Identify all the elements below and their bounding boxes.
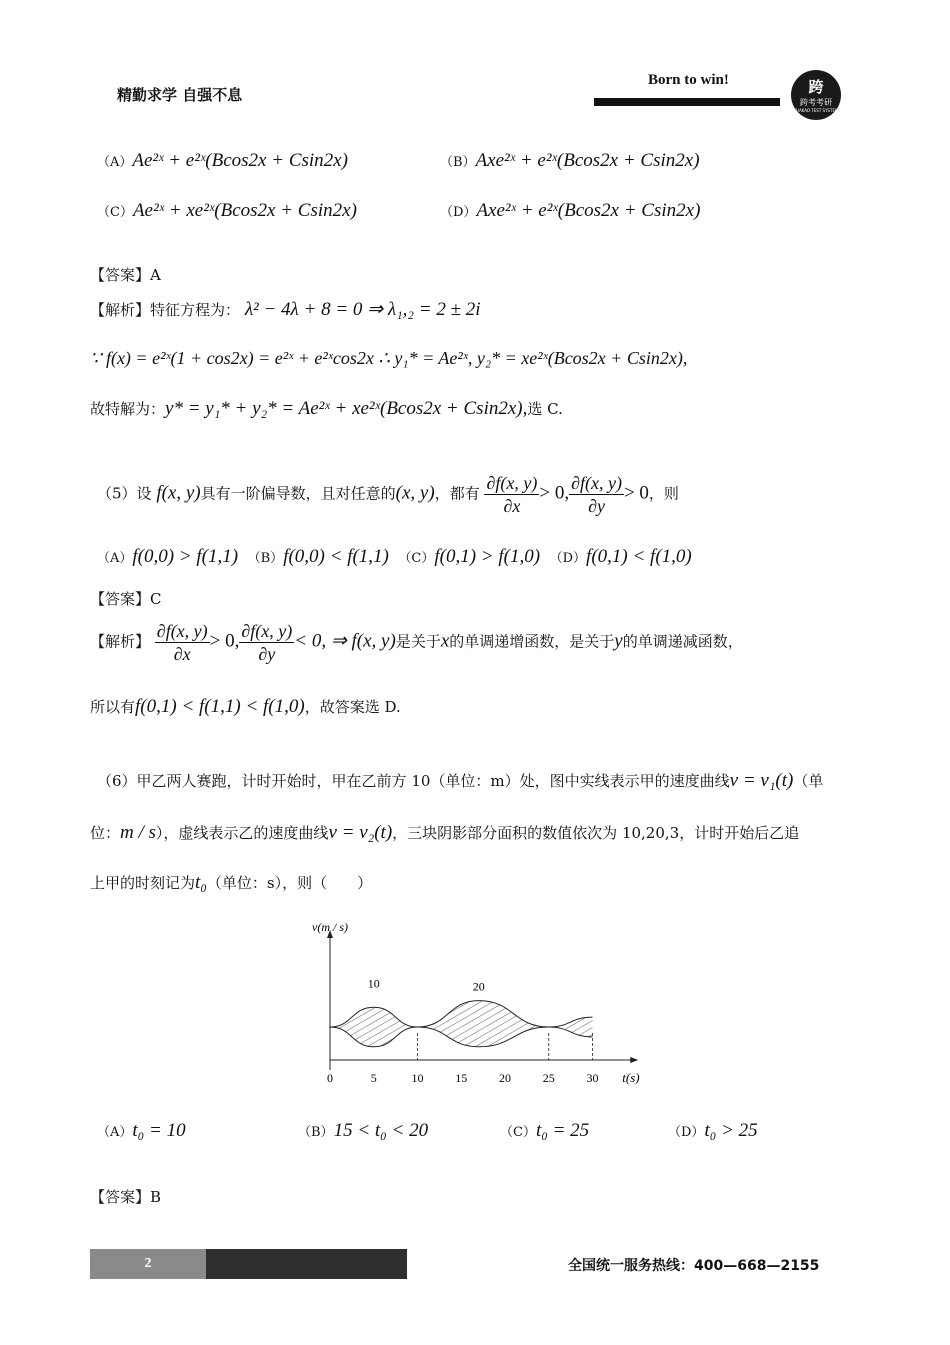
q6-option-d: （D）t₀ > 25: [668, 1120, 758, 1141]
velocity-chart: [300, 912, 650, 1092]
header-motto: 精勤求学 自强不息: [117, 86, 243, 104]
q5-options: （A）f(0,0) > f(1,1) （B）f(0,0) < f(1,1) （C）f(0,1) > f(1,0) （D）f(0,1) < f(1,0): [97, 546, 692, 567]
q5-analysis: 【解析】 $\frac{\partial f(x, y)}{\partial x}$ > 0, $\frac{\partial f(x, y)}{\partial y}$ < 0, ⇒ f(x, y)是关于x的单调递增函数，是关于y的单调递减函数，: [90, 621, 743, 664]
q6-answer: 【答案】B: [90, 1188, 162, 1206]
q4-option-b: （B）Axe²ˣ + e²ˣ(Bcos2x + Csin2x): [440, 150, 700, 171]
q5-answer: 【答案】C: [90, 590, 162, 608]
x-tick-label: 30: [586, 1071, 599, 1085]
q4-answer: 【答案】A: [90, 266, 161, 284]
page-number: 2: [90, 1249, 206, 1279]
x-tick-label: 20: [499, 1071, 511, 1085]
q6-option-b: （B）15 < t₀ < 20: [298, 1120, 429, 1141]
q4-particular-solution: 故特解为：y* = y₁* + y₂* = Ae²ˣ + xe²ˣ(Bcos2x + Csin2x),选 C.: [90, 398, 563, 419]
logo-text: 跨考考研: [800, 98, 832, 107]
x-tick-label: 5: [370, 1071, 377, 1085]
x-tick-label: 25: [542, 1071, 555, 1085]
q6-stem-line3: 上甲的时刻记为t₀（单位：s），则（ ）: [90, 872, 373, 893]
x-tick-label: 0: [327, 1071, 333, 1085]
x-tick-label: 15: [455, 1071, 468, 1085]
logo-glyph: 跨: [808, 78, 824, 96]
footer-bar: [206, 1249, 407, 1279]
x-tick-label: 10: [411, 1071, 424, 1085]
q4-analysis-line2: ∵ f(x) = e²ˣ(1 + cos2x) = e²ˣ + e²ˣcos2x ∴ y₁* = Ae²ˣ, y₂* = xe²ˣ(Bcos2x + Csin2x),: [90, 348, 688, 368]
q4-option-d: （D）Axe²ˣ + e²ˣ(Bcos2x + Csin2x): [440, 200, 701, 221]
area-label: 10: [367, 976, 380, 991]
x-axis-arrow: [630, 1057, 638, 1063]
q6-stem-line1: （6）甲乙两人赛跑，计时开始时，甲在乙前方 10（单位：m）处，图中实线表示甲的速度曲线v = v₁(t)（单: [97, 770, 824, 791]
y-axis-label: v(m / s): [312, 920, 348, 934]
x-axis-label: t(s): [622, 1070, 640, 1085]
q4-option-c: （C）Ae²ˣ + xe²ˣ(Bcos2x + Csin2x): [97, 200, 357, 221]
brand-logo: [791, 70, 841, 120]
logo-subtext: KUAKAO TEST SYSTEM: [793, 108, 839, 113]
q4-analysis: 【解析】特征方程为： λ² − 4λ + 8 = 0 ⇒ λ₁,₂ = 2 ± 2i: [90, 299, 481, 320]
area-label: 20: [472, 979, 485, 994]
q6-stem-line2: 位：m / s），虚线表示乙的速度曲线v = v₂(t)，三块阴影部分面积的数值依次为 10,20,3，计时开始后乙追: [90, 822, 800, 843]
shaded-region-1: [330, 1007, 418, 1047]
q5-conclusion: 所以有f(0,1) < f(1,1) < f(1,0)，故答案选 D.: [90, 696, 401, 717]
q5-stem: （5）设 f(x, y)具有一阶偏导数，且对任意的(x, y)，都有 $\frac{\partial f(x, y)}{\partial x}$ > 0, $\frac{\partial f(x, y)}{\partial y}$ > 0，则: [97, 473, 679, 516]
hotline: 全国统一服务热线：400—668—2155: [568, 1258, 820, 1274]
header-bar: [594, 98, 780, 106]
q4-option-a: （A）Ae²ˣ + e²ˣ(Bcos2x + Csin2x): [97, 150, 348, 171]
q6-option-a: （A）t₀ = 10: [97, 1120, 186, 1141]
q6-option-c: （C）t₀ = 25: [500, 1120, 590, 1141]
header-slogan: Born to win!: [648, 72, 729, 88]
